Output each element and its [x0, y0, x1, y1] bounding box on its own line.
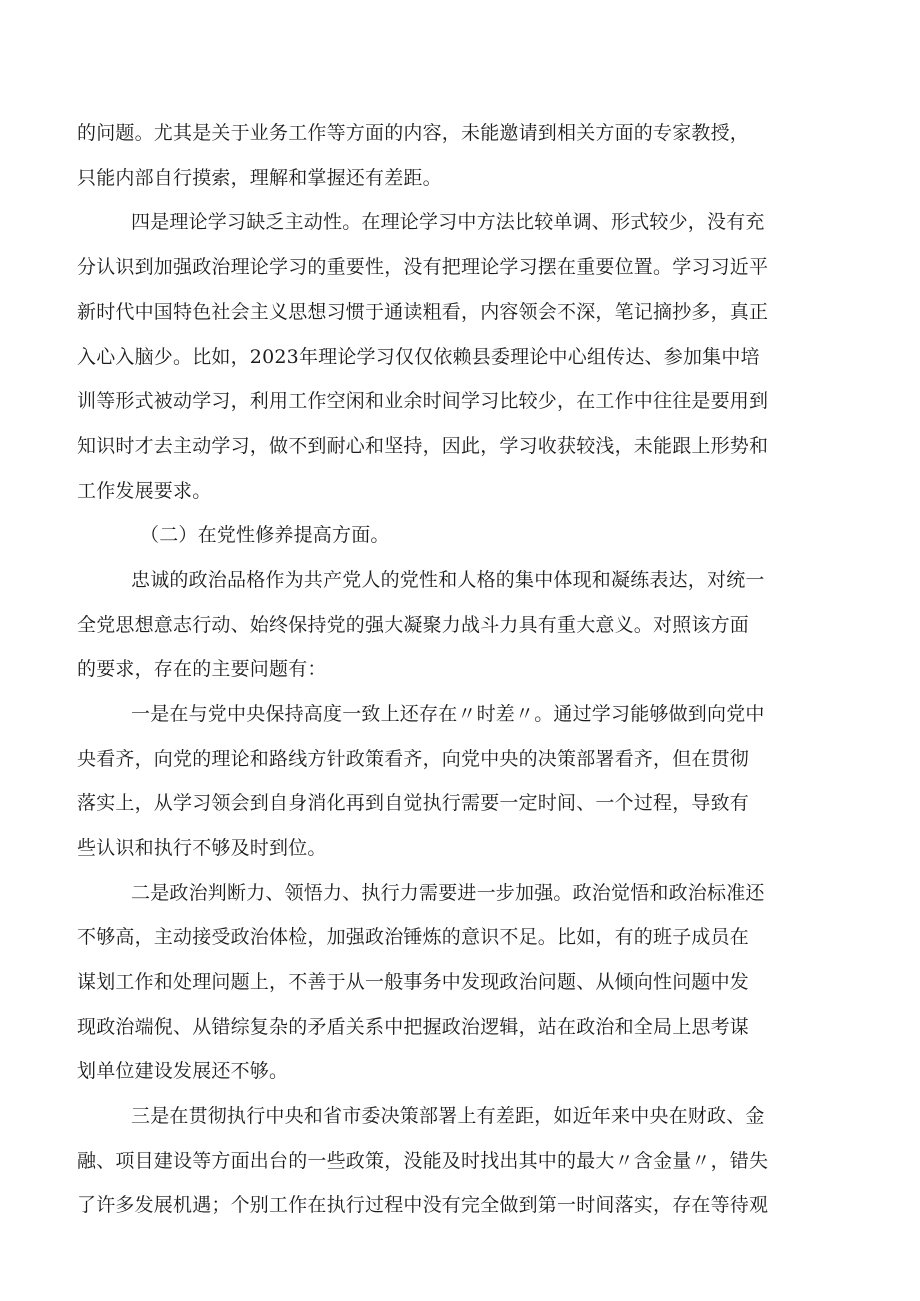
- text-line: 的问题。尤其是关于业务工作等方面的内容，未能邀请到相关方面的专家教授，: [77, 122, 750, 144]
- paragraph-2-start: 二是政治判断力、领悟力、执行力需要进一步加强。政治觉悟和政治标准还: [131, 882, 765, 904]
- paragraph-3-start: 三是在贯彻执行中央和省市委决策部署上有差距，如近年来中央在财政、金: [131, 1105, 765, 1127]
- text-line: 了许多发展机遇；个别工作在执行过程中没有完全做到第一时间落实，存在等待观: [77, 1194, 769, 1216]
- paragraph-4-start: 四是理论学习缺乏主动性。在理论学习中方法比较单调、形式较少，没有充: [131, 211, 765, 233]
- text-line: 现政治端倪、从错综复杂的矛盾关系中把握政治逻辑，站在政治和全局上思考谋: [77, 1016, 750, 1038]
- text-line: 的要求，存在的主要问题有：: [77, 658, 327, 680]
- paragraph-1-start: 一是在与党中央保持高度一致上还存在〃时差〃。通过学习能够做到向党中: [131, 703, 765, 725]
- section-heading: （二）在党性修养提高方面。: [140, 524, 390, 546]
- text-line: 融、项目建设等方面出台的一些政策，没能及时找出其中的最大〃含金量〃，错失: [77, 1150, 769, 1172]
- text-line: 训等形式被动学习，利用工作空闲和业余时间学习比较少，在工作中往往是要用到: [77, 390, 769, 412]
- text-line: 新时代中国特色社会主义思想习惯于通读粗看，内容领会不深，笔记摘抄多，真正: [77, 301, 769, 323]
- text-line: 落实上，从学习领会到自身消化再到自觉执行需要一定时间、一个过程，导致有: [77, 792, 750, 814]
- text-line: 些认识和执行不够及时到位。: [77, 837, 327, 859]
- text-line: 分认识到加强政治理论学习的重要性，没有把理论学习摆在重要位置。学习习近平: [77, 256, 769, 278]
- text-line: 不够高，主动接受政治体检，加强政治锤炼的意识不足。比如，有的班子成员在: [77, 926, 750, 948]
- text-line: 工作发展要求。: [77, 480, 212, 502]
- text-line: 入心入脑少。比如，2023年理论学习仅仅依赖县委理论中心组传达、参加集中培: [77, 346, 760, 368]
- paragraph-intro-start: 忠诚的政治品格作为共产党人的党性和人格的集中体现和凝练表达，对统一: [131, 569, 765, 591]
- text-line: 划单位建设发展还不够。: [77, 1060, 289, 1082]
- text-line: 只能内部自行摸索，理解和掌握还有差距。: [77, 167, 442, 189]
- text-line: 谋划工作和处理问题上，不善于从一般事务中发现政治问题、从倾向性问题中发: [77, 971, 750, 993]
- text-line: 央看齐，向党的理论和路线方针政策看齐，向党中央的决策部署看齐，但在贯彻: [77, 748, 750, 770]
- text-line: 全党思想意志行动、始终保持党的强大凝聚力战斗力具有重大意义。对照该方面: [77, 614, 750, 636]
- text-line: 知识时才去主动学习，做不到耐心和坚持，因此，学习收获较浅，未能跟上形势和: [77, 435, 769, 457]
